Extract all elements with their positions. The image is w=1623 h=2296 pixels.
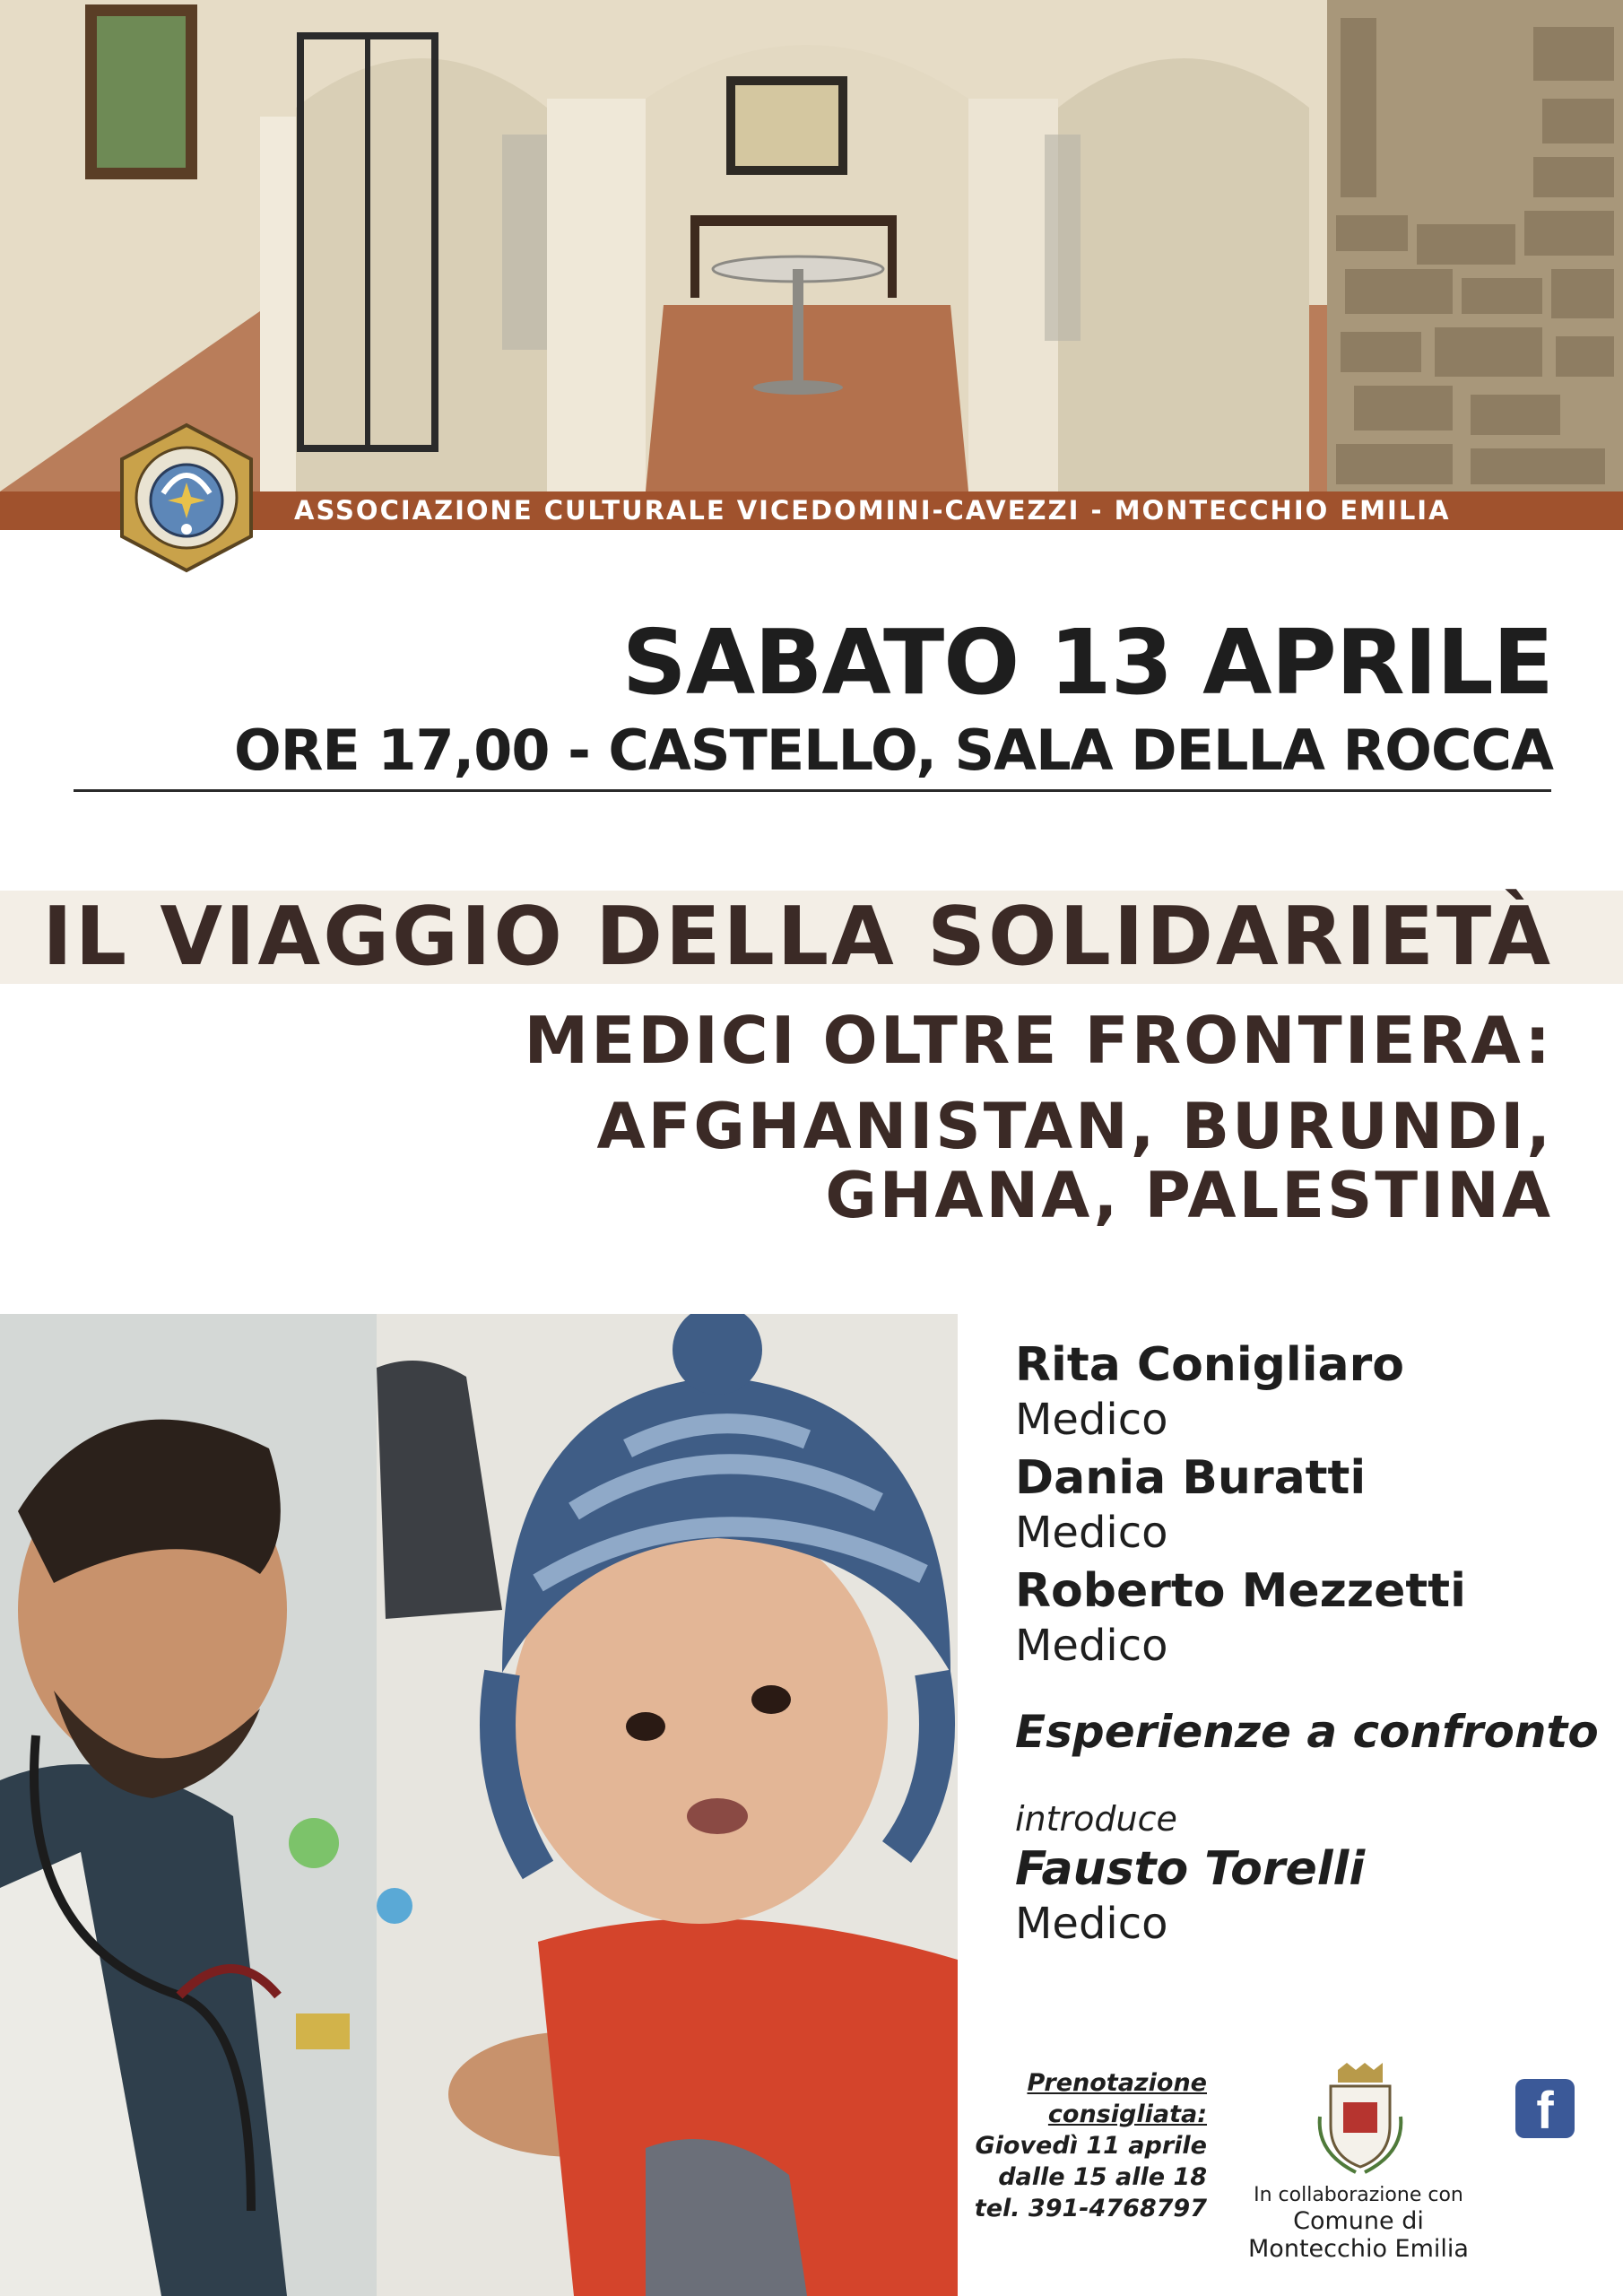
event-subtitle: MEDICI OLTRE FRONTIERA: — [524, 1003, 1553, 1078]
booking-line: consigliata: — [1047, 2100, 1207, 2128]
introducer-label: introduce — [1015, 1799, 1177, 1839]
introducer-name: Fausto Torelli — [1015, 1842, 1366, 1896]
collaboration-line: Montecchio Emilia — [1248, 2235, 1469, 2263]
speaker-role: Medico — [1015, 1395, 1168, 1445]
gallery-illustration — [0, 0, 1623, 491]
facebook-icon[interactable]: f — [1515, 2079, 1575, 2138]
booking-line: Giovedì 11 aprile — [975, 2132, 1207, 2160]
booking-info — [950, 2067, 1207, 2224]
speaker-name: Rita Conigliaro — [1015, 1338, 1404, 1392]
city-crest-logo — [1311, 2063, 1410, 2178]
speaker-role: Medico — [1015, 1508, 1168, 1558]
event-date: SABATO 13 APRILE — [621, 610, 1553, 715]
doctor-child-photo — [0, 1314, 958, 2296]
collaboration-line: Comune di — [1293, 2207, 1424, 2235]
speakers-list — [1015, 1336, 1599, 1953]
event-title: IL VIAGGIO DELLA SOLIDARIETÀ — [42, 890, 1553, 984]
speaker-name: Dania Buratti — [1015, 1451, 1367, 1505]
booking-line: dalle 15 alle 18 — [998, 2163, 1207, 2191]
event-time-place: ORE 17,00 - CASTELLO, SALA DELLA ROCCA — [233, 718, 1553, 783]
divider — [74, 789, 1551, 792]
introducer-role: Medico — [1015, 1899, 1168, 1949]
event-countries-line1: AFGHANISTAN, BURUNDI, — [596, 1090, 1553, 1163]
event-countries-line2: GHANA, PALESTINA — [825, 1159, 1553, 1232]
association-name: ASSOCIAZIONE CULTURALE VICEDOMINI-CAVEZZI - MONTECCHIO EMILIA — [294, 495, 1451, 526]
tagline: Esperienze a confronto — [1015, 1706, 1599, 1758]
speaker-name: Roberto Mezzetti — [1015, 1564, 1466, 1618]
collaboration-line: In collaborazione con — [1254, 2184, 1463, 2206]
collaboration-note — [1246, 2183, 1471, 2263]
speaker-role: Medico — [1015, 1621, 1168, 1671]
association-logo — [117, 422, 256, 574]
booking-phone[interactable]: tel. 391-4768797 — [974, 2195, 1207, 2222]
booking-line: Prenotazione — [1027, 2069, 1207, 2097]
hero-photo-gallery — [0, 0, 1623, 491]
doctor-child-illustration — [0, 1314, 958, 2296]
